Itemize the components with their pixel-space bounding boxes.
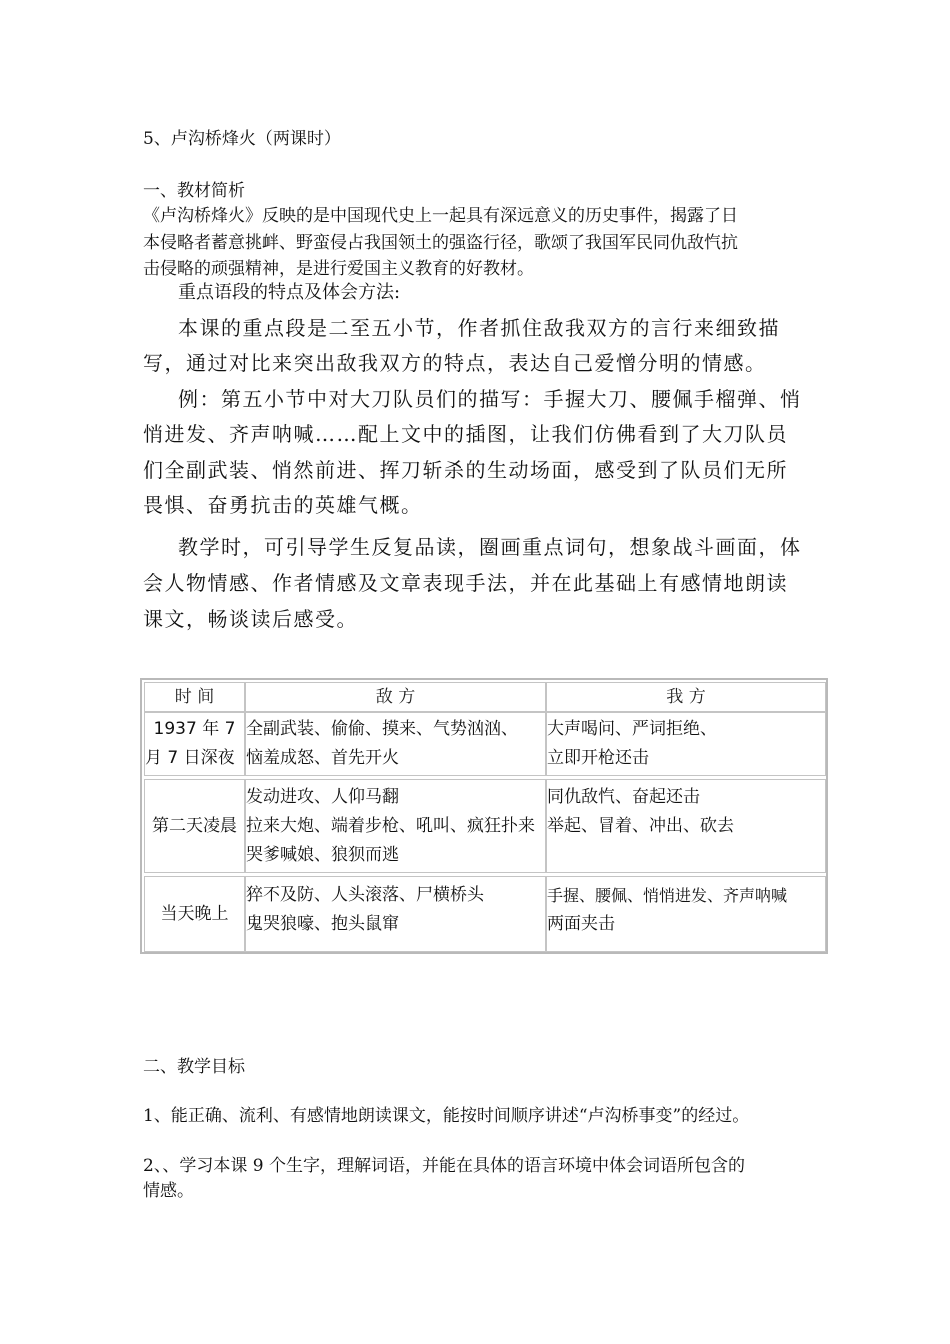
us-line: 同仇敌忾、奋起还击 <box>547 787 700 807</box>
intro-line: 《卢沟桥烽火》反映的是中国现代史上一起具有深远意义的历史事件，揭露了日 <box>143 206 738 226</box>
table-row-3-us <box>546 876 826 952</box>
enemy-line: 恼羞成怒、首先开火 <box>246 748 399 768</box>
comparison-table <box>140 678 828 954</box>
table-header-us: 我 方 <box>546 682 826 712</box>
enemy-line: 全副武装、偷偷、摸来、气势汹汹、 <box>246 719 518 739</box>
table-row-2-us <box>546 779 826 873</box>
section2-heading: 二、教学目标 <box>143 1057 245 1077</box>
table-header-enemy: 敌 方 <box>245 682 546 712</box>
para3-line: 课文，畅谈读后感受。 <box>143 607 358 631</box>
enemy-line: 拉来大炮、端着步枪、吼叫、疯狂扑来 <box>246 816 535 836</box>
goal-2-line: 2、、学习本课 9 个生字，理解词语，并能在具体的语言环境中体会词语所包含的 <box>143 1156 745 1176</box>
time-line: 月 7 日深夜 <box>145 748 235 768</box>
enemy-line: 鬼哭狼嚎、抱头鼠窜 <box>246 914 399 934</box>
intro-line: 本侵略者蓄意挑衅、野蛮侵占我国领土的强盗行径，歌颂了我国军民同仇敌忾抗 <box>143 233 738 253</box>
para1-line: 写，通过对比来突出敌我双方的特点，表达自己爱憎分明的情感。 <box>143 351 767 375</box>
time-line: 第二天凌晨 <box>152 815 237 836</box>
us-line: 举起、冒着、冲出、砍去 <box>547 816 734 836</box>
table-header-time: 时 间 <box>144 682 245 712</box>
table-row-2-time <box>144 779 245 873</box>
key-heading: 重点语段的特点及体会方法: <box>178 282 401 303</box>
para1-line: 本课的重点段是二至五小节，作者抓住敌我双方的言行来细致描 <box>178 316 780 340</box>
us-line: 立即开枪还击 <box>547 748 649 768</box>
para3-line: 教学时，可引导学生反复品读，圈画重点词句，想象战斗画面，体 <box>178 535 802 559</box>
para2-line: 们全副武装、悄然前进、挥刀斩杀的生动场面，感受到了队员们无所 <box>143 458 788 482</box>
us-line: 两面夹击 <box>547 914 615 934</box>
goal-2-line: 情感。 <box>143 1181 194 1201</box>
table-row-1-enemy <box>245 712 546 776</box>
enemy-line: 哭爹喊娘、狼狈而逃 <box>246 845 399 865</box>
intro-line: 击侵略的顽强精神，是进行爱国主义教育的好教材。 <box>143 259 534 279</box>
enemy-line: 猝不及防、人头滚落、尸横桥头 <box>246 885 484 905</box>
para2-line: 悄进发、齐声呐喊……配上文中的插图，让我们仿佛看到了大刀队员 <box>143 422 788 446</box>
table-row-3-enemy <box>245 876 546 952</box>
goal-1: 1、能正确、流利、有感情地朗读课文，能按时间顺序讲述“卢沟桥事变”的经过。 <box>143 1106 750 1126</box>
table-row-1-time <box>144 712 245 776</box>
us-line: 手握、腰佩、悄悄进发、齐声呐喊 <box>547 886 788 905</box>
us-line: 大声喝问、严词拒绝、 <box>547 719 717 739</box>
time-line: 1937 年 7 <box>153 719 236 739</box>
section1-heading: 一、教材简析 <box>143 181 245 201</box>
time-line: 当天晚上 <box>160 903 229 924</box>
lesson-title: 5、卢沟桥烽火（两课时） <box>143 129 341 149</box>
para2-line: 畏惧、奋勇抗击的英雄气概。 <box>143 493 423 517</box>
table-row-2-enemy <box>245 779 546 873</box>
para3-line: 会人物情感、作者情感及文章表现手法，并在此基础上有感情地朗读 <box>143 571 788 595</box>
table-row-3-time <box>144 876 245 952</box>
enemy-line: 发动进攻、人仰马翻 <box>246 787 399 807</box>
table-row-1-us <box>546 712 826 776</box>
para2-line: 例：第五小节中对大刀队员们的描写：手握大刀、腰佩手榴弹、悄 <box>178 387 802 411</box>
